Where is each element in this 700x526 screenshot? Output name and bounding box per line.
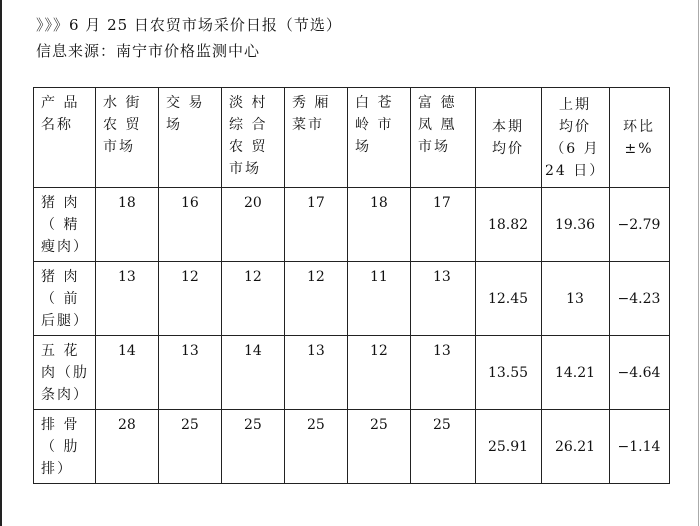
header-text-line: 综 合: [229, 117, 268, 133]
product-name-cell: [34, 188, 96, 262]
current-average-cell: 12.45: [476, 262, 542, 336]
header-text-line: 淡 村: [229, 95, 268, 111]
current-average-cell: 18.82: [476, 188, 542, 262]
previous-average-cell: 26.21: [542, 410, 610, 484]
market-price-cell: 14: [96, 336, 159, 410]
market-price-cell: 17: [411, 188, 476, 262]
product-name-line: 肉（肋: [41, 365, 89, 381]
header-dancun-market: [222, 88, 285, 188]
header-text-line: 交 易: [166, 95, 205, 111]
product-name-line: 猪 肉: [41, 269, 80, 285]
header-text-line: 均价: [559, 119, 591, 135]
product-name-line: 五 花: [41, 343, 80, 359]
header-text-line: （6 月: [550, 141, 600, 157]
change-percent-cell: −4.64: [610, 336, 670, 410]
header-baicangling-market: [348, 88, 411, 188]
product-name-line: （ 精: [41, 217, 80, 233]
product-name-cell: [34, 336, 96, 410]
current-average-cell: 13.55: [476, 336, 542, 410]
header-text-line: 市场: [418, 139, 450, 155]
market-price-cell: 12: [159, 262, 222, 336]
market-price-cell: 25: [348, 410, 411, 484]
market-price-cell: 25: [411, 410, 476, 484]
table-row: [34, 410, 670, 484]
market-price-cell: 18: [96, 188, 159, 262]
change-percent-cell: −2.79: [610, 188, 670, 262]
market-price-cell: 17: [285, 188, 348, 262]
header-text-line: 岭 市: [355, 117, 394, 133]
table-header-row: [34, 88, 670, 188]
header-text-line: 场: [166, 117, 182, 133]
change-percent-cell: −4.23: [610, 262, 670, 336]
current-average-cell: 25.91: [476, 410, 542, 484]
header-shuijie-market: [96, 88, 159, 188]
header-text-line: 本期: [492, 119, 524, 135]
header-text-line: 富 德: [418, 95, 457, 111]
header-text-line: 水 街: [103, 95, 142, 111]
header-text-line: 秀 厢: [292, 95, 331, 111]
previous-average-cell: 19.36: [542, 188, 610, 262]
product-name-line: （ 前: [41, 291, 80, 307]
market-price-cell: 25: [159, 410, 222, 484]
page-right-edge: [698, 0, 699, 526]
market-price-cell: 16: [159, 188, 222, 262]
market-price-cell: 13: [96, 262, 159, 336]
header-text-line: 上期: [559, 97, 591, 113]
product-name-line: 排）: [41, 461, 73, 477]
header-xiuxiang-market: [285, 88, 348, 188]
header-text-line: ±%: [624, 141, 654, 157]
header-text-line: 市场: [103, 139, 135, 155]
market-price-cell: 12: [222, 262, 285, 336]
table-body: [34, 188, 670, 484]
header-change-percent: [610, 88, 670, 188]
market-price-cell: 13: [285, 336, 348, 410]
product-name-cell: [34, 262, 96, 336]
market-price-cell: 25: [222, 410, 285, 484]
market-price-cell: 11: [348, 262, 411, 336]
table-row: [34, 262, 670, 336]
market-price-cell: 12: [285, 262, 348, 336]
header-text-line: 名称: [41, 117, 73, 133]
page-left-edge: [0, 0, 2, 526]
product-name-line: 猪 肉: [41, 195, 80, 211]
header-text-line: 均价: [492, 141, 524, 157]
market-price-cell: 13: [159, 336, 222, 410]
table-row: [34, 188, 670, 262]
market-price-cell: 14: [222, 336, 285, 410]
market-price-cell: 13: [411, 336, 476, 410]
header-previous-average: [542, 88, 610, 188]
table-row: [34, 336, 670, 410]
report-source: 信息来源：南宁市价格监测中心: [36, 42, 261, 60]
market-price-cell: 18: [348, 188, 411, 262]
header-jiaoyi-market: [159, 88, 222, 188]
header-text-line: 菜市: [292, 117, 324, 133]
header-text-line: 产 品: [41, 95, 80, 111]
previous-average-cell: 14.21: [542, 336, 610, 410]
header-text-line: 场: [355, 139, 371, 155]
header-text-line: 白 苍: [355, 95, 394, 111]
header-fudefenghuang-market: [411, 88, 476, 188]
header-text-line: 24 日）: [545, 163, 606, 179]
header-text-line: 凤 凰: [418, 117, 457, 133]
market-price-cell: 28: [96, 410, 159, 484]
previous-average-cell: 13: [542, 262, 610, 336]
market-price-cell: 25: [285, 410, 348, 484]
market-price-cell: 20: [222, 188, 285, 262]
header-current-average: [476, 88, 542, 188]
product-name-line: 后腿）: [41, 313, 89, 329]
product-name-line: 排 骨: [41, 417, 80, 433]
header-text-line: 农 贸: [103, 117, 142, 133]
header-text-line: 农 贸: [229, 139, 268, 155]
product-name-line: 条肉）: [41, 387, 89, 403]
product-name-line: （ 肋: [41, 439, 80, 455]
header-product-name: [34, 88, 96, 188]
header-text-line: 市场: [229, 161, 261, 177]
change-percent-cell: −1.14: [610, 410, 670, 484]
report-title: 》》》6 月 25 日农贸市场采价日报（节选）: [36, 16, 342, 34]
price-table: [33, 87, 670, 484]
product-name-cell: [34, 410, 96, 484]
header-text-line: 环比: [623, 119, 655, 135]
market-price-cell: 13: [411, 262, 476, 336]
market-price-cell: 12: [348, 336, 411, 410]
product-name-line: 瘦肉）: [41, 239, 89, 255]
